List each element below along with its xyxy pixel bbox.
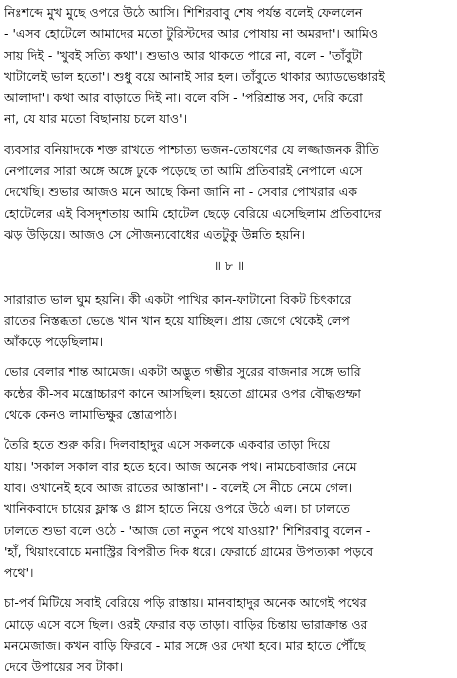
text-line: ঢালতে শুভা বলে ওঠে - 'আজ তো নতুন পথে যাওয়া?' শিশিরবাবু বলেন -: [4, 522, 371, 538]
text-line: না, যে যার মতো বিছানায় চলে যাও'।: [4, 111, 188, 127]
document-page: [4, 2, 454, 678]
text-line: তৈরি হতে শুরু করি। দিলবাহাদুর এসে সকলকে একবার তাড়া দিয়ে: [4, 437, 330, 453]
text-line: নেপালের সারা অঙ্গে অঙ্গে ঢুকে পড়েছে তা আমি প্রতিবারই নেপালে এসে: [4, 163, 363, 179]
text-line: ঝড় উড়িয়ে। আজও সে সৌজন্যবোধের এতটুকু উন্নতি হয়নি।: [4, 226, 305, 242]
text-line: পথে'।: [4, 565, 34, 581]
text-line: - 'এসব হোটেলে আমাদের মতো টুরিস্টদের আর পোষায় না অমরদা'। আমিও: [4, 26, 379, 42]
paragraph-1: [4, 2, 454, 130]
text-line: সারারাত ভাল ঘুম হয়নি। কী একটা পাখির কান-ফাটানো বিকট চিৎকারে: [4, 291, 352, 307]
text-line: সায় দিই - 'খুবই সত্যি কথা'। শুভাও আর থাকতে পারে না, বলে - 'তাঁবুটা: [4, 47, 363, 63]
text-line: মনমেজাজ। কখন বাড়ি ফিরবে - মার সঙ্গে ওর দেখা হবে। মার হাতে পৌঁছে: [4, 638, 366, 654]
paragraph-spacer: [4, 425, 454, 434]
text-line: যাব। ওখানেই হবে আজ রাতের আস্তানা'। - বলেই সে নীচে নেমে গেল।: [4, 479, 353, 495]
text-line: চা-পর্ব মিটিয়ে সবাই বেরিয়ে পড়ি রাস্তায়। মানবাহাদুর অনেক আগেই পথের: [4, 595, 367, 611]
paragraph-spacer: [4, 583, 454, 592]
text-line: আঁকড়ে পড়েছিলাম।: [4, 334, 104, 350]
text-line: খানিকবাদে চায়ের ফ্লাস্ক ও গ্লাস হাতে নিয়ে ওপরে উঠে এল। চা ঢালতে: [4, 501, 350, 517]
text-line: খাটালেই ভাল হতো'। শুধু বয়ে আনাই সার হল। তাঁবুতে থাকার অ্যাডভেঞ্চারই: [4, 68, 385, 84]
text-line: কন্ঠের কী-সব মন্ত্রোচ্চারণ কানে আসছিল। হয়তো গ্রামের ওপর বৌদ্ধগুম্ফা: [4, 385, 361, 401]
text-line: হোটেলের এই বিসদৃশতায় আমি হোটেল ছেড়ে বেরিয়ে এসেছিলাম প্রতিবাদের: [4, 205, 382, 221]
paragraph-6: [4, 592, 454, 677]
text-line: আলাদা'। কথা আর বাড়াতে দিই না। বলে বসি - 'পরিশ্রান্ত সব, দেরি করো: [4, 90, 363, 106]
paragraph-3: [4, 289, 454, 353]
paragraph-spacer: [4, 130, 454, 139]
text-line: ব্যবসার বনিয়াদকে শক্ত রাখতে পাশ্চাত্য ভজন-তোষণের যে লজ্জাজনক রীতি: [4, 141, 379, 157]
text-line: দেবে উপায়ের সব টাকা।: [4, 659, 124, 675]
paragraph-spacer: [4, 352, 454, 361]
paragraph-4: [4, 361, 454, 425]
text-line: রাতের নিস্তব্ধতা ভেঙে খান খান হয়ে যাচ্ছিল। প্রায় জেগে থেকেই লেপ: [4, 312, 350, 328]
text-line: মোড়ে এসে বসে ছিল। ওরই ফেরার বড় তাড়া। বাড়ির চিন্তায় ভারাক্রান্ত ওর: [4, 616, 368, 632]
text-line: 'হাঁ, থিয়াংবোচে মনাস্ট্রির বিপরীত দিক ধরে। ফেরার্চে গ্রামের উপত্যকা পড়বে: [4, 543, 374, 559]
text-line: ভোর বেলার শান্ত আমেজ। একটা অদ্ভুত গম্ভীর সুরের বাজনার সঙ্গে ভারি: [4, 364, 361, 380]
text-line: নিঃশব্দে মুখ মুছে ওপরে উঠে আসি। শিশিরবাবু শেষ পর্যন্ত বলেই ফেললেন: [4, 5, 363, 20]
section-heading: ॥ ৮ ॥: [213, 258, 245, 274]
paragraph-2: [4, 139, 454, 245]
text-line: দেখেছি। শুভার আজও মনে আছে কিনা জানি না - সেবার পোখরার এক: [4, 184, 357, 200]
text-line: যায়। 'সকাল সকাল বার হতে হবে। আজ অনেক পথ। নামচেবাজার নেমে: [4, 458, 357, 474]
paragraph-5: [4, 434, 454, 583]
text-line: থেকে কেনও লামাভিক্ষুর স্তোত্রপাঠ।: [4, 407, 177, 423]
